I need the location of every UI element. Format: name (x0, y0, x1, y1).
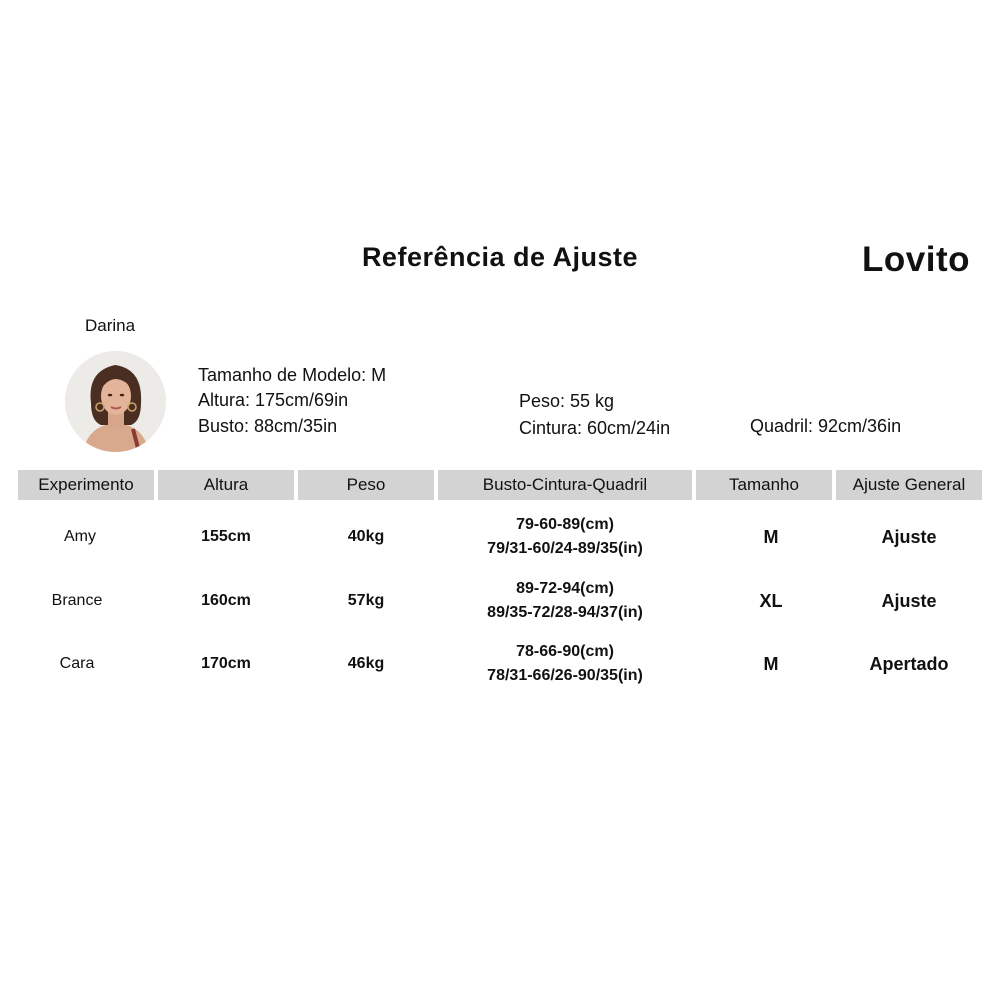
cell-fit: Ajuste (881, 527, 937, 547)
column-header-weight: Peso (298, 470, 434, 500)
cell-name: Amy (64, 528, 96, 545)
cell-height: 155cm (201, 528, 251, 545)
model-name: Darina (85, 316, 136, 335)
model-weight: Peso: 55 kg (519, 391, 615, 411)
column-header-size: Tamanho (696, 470, 832, 500)
cell-weight: 57kg (347, 592, 385, 609)
model-photo (65, 351, 166, 452)
column-header-experiment: Experimento (18, 470, 154, 500)
cell-weight: 40kg (347, 528, 385, 545)
cell-fit: Ajuste (881, 591, 937, 611)
column-header-measurements: Busto-Cintura-Quadril (438, 470, 692, 500)
table-row (18, 507, 982, 567)
model-avatar (65, 351, 166, 452)
cell-measurements (438, 634, 692, 694)
cell-size: M (763, 527, 779, 547)
measurements-in: 79/31-60/24-89/35(in) (487, 540, 643, 557)
column-header-fit: Ajuste General (836, 470, 982, 500)
measurements-in: 89/35-72/28-94/37(in) (487, 604, 643, 621)
measurements-cm: 89-72-94(cm) (516, 580, 614, 597)
model-height: Altura: 175cm/69in (198, 390, 349, 410)
cell-size: M (763, 654, 779, 674)
model-waist: Cintura: 60cm/24in (519, 418, 671, 438)
table-row (18, 634, 982, 694)
measurements-cm: 79-60-89(cm) (516, 516, 614, 533)
measurements-in: 78/31-66/26-90/35(in) (487, 667, 643, 684)
cell-height: 170cm (201, 655, 251, 672)
model-size: Tamanho de Modelo: M (198, 365, 387, 385)
table-header (18, 470, 982, 500)
cell-name: Cara (59, 655, 95, 672)
brand-logo: Lovito (862, 240, 970, 279)
cell-weight: 46kg (347, 655, 385, 672)
cell-fit: Apertado (869, 654, 949, 674)
model-bust: Busto: 88cm/35in (198, 416, 338, 436)
fit-reference-table (18, 470, 982, 684)
cell-name: Brance (51, 592, 103, 609)
measurements-cm: 78-66-90(cm) (516, 643, 614, 660)
cell-measurements (438, 571, 692, 631)
cell-size: XL (759, 591, 783, 611)
page-title: Referência de Ajuste (361, 242, 639, 272)
column-header-height: Altura (158, 470, 294, 500)
model-hip: Quadril: 92cm/36in (750, 416, 902, 436)
table-row (18, 571, 982, 631)
cell-measurements (438, 507, 692, 567)
cell-height: 160cm (201, 592, 251, 609)
